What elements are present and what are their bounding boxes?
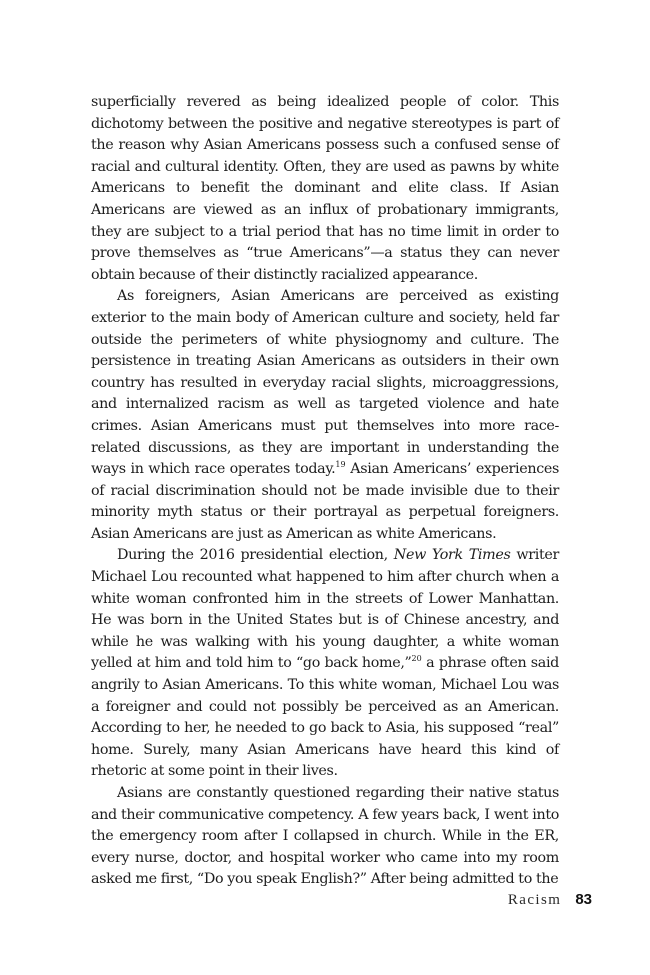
page-number: 83 <box>575 891 592 908</box>
text-run: superficially revered as being idealized people of color. This dichotomy between the positive and negative stereotypes is part of the reason why Asian Americans possess such a confused sense of racial and cultural identity. Often, they are used as pawns by white Americans to benefit the dominant and elite class. If Asian Americans are viewed as an influx of probationary immigrants, they are subject to a trial period that has no time limit in order to prove themselves as “true Americans”—a status they can never obtain because of their distinctly racialized appearance. <box>91 94 559 283</box>
text-run: During the 2016 presidential election, <box>117 547 394 564</box>
running-head: Racism <box>507 892 562 908</box>
paragraph <box>91 92 559 286</box>
paragraph <box>91 545 559 783</box>
text-run: a phrase often said angrily to Asian Americans. To this white woman, Michael Lou was a foreigner and could not possibly be perceived as an American. According to her, he needed to go back to Asia, his supposed “real” home. Surely, many Asian Americans have heard this kind of rhetoric at some point in their lives. <box>91 655 559 780</box>
text-run: writer Michael Lou recounted what happened to him after church when a white woman confronted him in the streets of Lower Manhattan. He was born in the United States but is of Chinese ancestry, and while he was walking with his young daughter, a white woman yelled at him and told him to “go back home,” <box>91 547 559 672</box>
paragraph <box>91 783 559 891</box>
page-footer <box>508 891 592 909</box>
italic-title: New York Times <box>393 547 511 564</box>
footnote-marker: 20 <box>411 654 422 664</box>
text-run: As foreigners, Asian Americans are perceived as existing exterior to the main body of American culture and society, held far outside the perimeters of white physiognomy and culture. The persistence in treating Asian Americans as outsiders in their own country has resulted in everyday racial slights, microaggressions, and internalized racism as well as targeted violence and hate crimes. Asian Americans must put themselves into more race-related discussions, as they are important in understanding the ways in which race operates today. <box>91 288 559 478</box>
body-text <box>91 92 559 891</box>
paragraph <box>91 286 559 545</box>
footnote-marker: 19 <box>335 460 346 470</box>
text-run: Asians are constantly questioned regarding their native status and their communicative competency. A few years back, I went into the emergency room after I collapsed in church. While in the ER, every nurse, doctor, and hospital worker who came into my room asked me first, “Do you speak English?” After being admitted to the <box>91 785 559 888</box>
text-run: Asian Americans’ experiences of racial discrimination should not be made invisible due to their minority myth status or their portrayal as perpetual foreigners. Asian Americans are just as American as white Americans. <box>91 461 559 542</box>
